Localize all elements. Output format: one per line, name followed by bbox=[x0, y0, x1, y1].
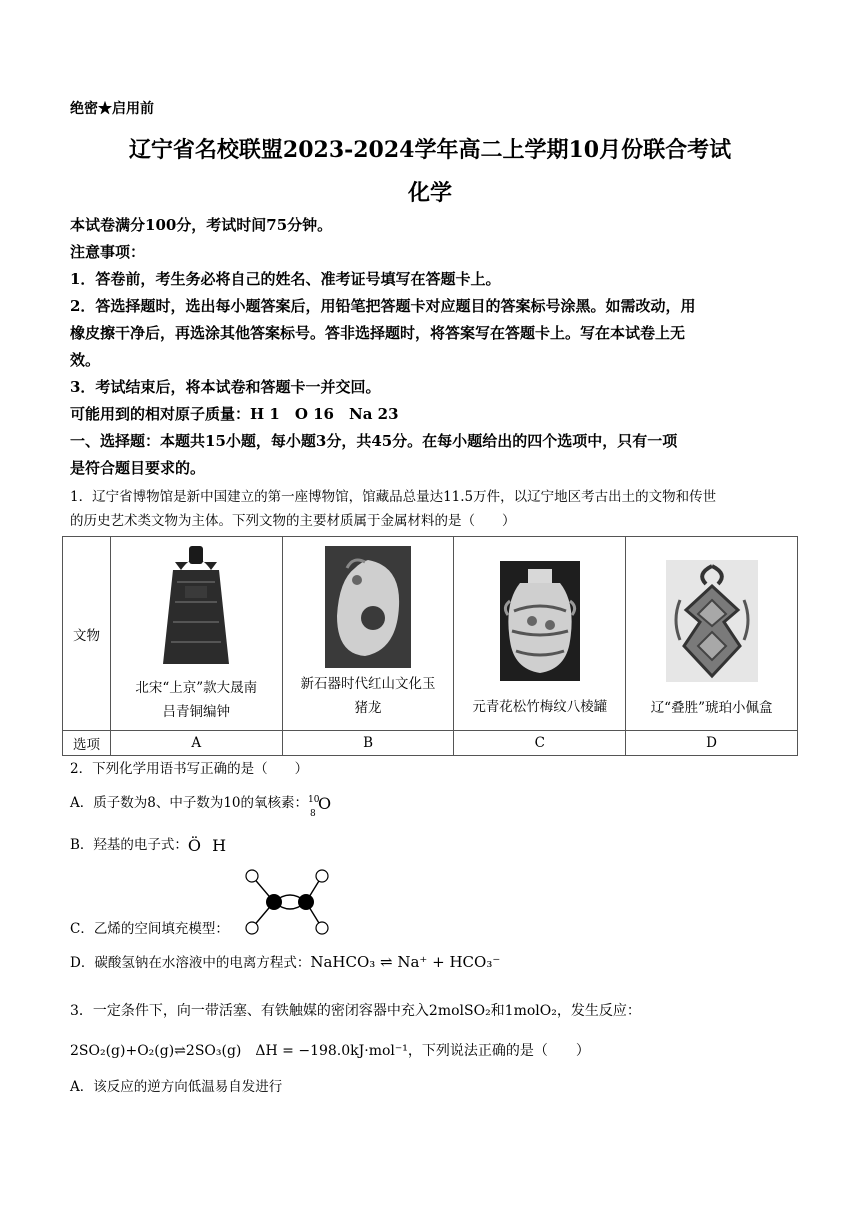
relic-a-caption-1: 北宋“上京”款大晟南 bbox=[135, 679, 258, 696]
ionization-equation: NaHCO₃ ⇌ Na⁺ + HCO₃⁻ bbox=[310, 953, 501, 971]
q3-option-a: A．该反应的逆方向低温易自发进行 bbox=[70, 1079, 283, 1095]
amber-box-icon bbox=[666, 560, 758, 682]
relic-b-caption-2: 猪龙 bbox=[354, 699, 382, 716]
oxygen-nuclide bbox=[308, 793, 332, 819]
nuclide-mass-number: 10 bbox=[308, 794, 320, 805]
q2-option-c: C．乙烯的空间填充模型： bbox=[70, 921, 229, 937]
relic-d-caption-1: 辽“叠胜”琥珀小佩盒 bbox=[650, 699, 773, 716]
row-label-relic: 文物 bbox=[63, 537, 111, 731]
q2-a-text: A．质子数为8、中子数为10的氧核素： bbox=[70, 795, 309, 811]
q1-stem-line1: 1．辽宁省博物馆是新中国建立的第一座博物馆，馆藏品总量达11.5万件，以辽宁地区考古出土的文物和传世 bbox=[70, 489, 717, 505]
exam-title: 辽宁省名校联盟2023-2024学年高二上学期10月份联合考试 bbox=[128, 137, 732, 163]
option-d: D bbox=[626, 731, 798, 756]
q3-stem: 3．一定条件下，向一带活塞、有铁触媒的密闭容器中充入2molSO₂和1molO₂，发生反应： bbox=[70, 1003, 641, 1019]
relics-table bbox=[62, 536, 798, 756]
relic-a-caption-2: 吕青铜编钟 bbox=[162, 703, 231, 720]
relic-a-cell bbox=[110, 537, 282, 731]
option-b: B bbox=[282, 731, 454, 756]
relic-c-caption-1: 元青花松竹梅纹八棱罐 bbox=[472, 698, 608, 715]
blue-white-jar-icon bbox=[500, 561, 580, 681]
relic-d-cell bbox=[626, 537, 798, 731]
q2-stem: 2．下列化学用语书写正确的是（ ） bbox=[70, 761, 309, 777]
note-2a: 2．答选择题时，选出每小题答案后，用铅笔把答题卡对应题目的答案标号涂黑。如需改动，用 bbox=[70, 297, 696, 315]
relic-b-caption-1: 新石器时代红山文化玉 bbox=[300, 675, 436, 692]
note-2c: 效。 bbox=[70, 351, 101, 369]
note-3: 3．考试结束后，将本试卷和答题卡一并交回。 bbox=[70, 378, 381, 396]
score-time-note: 本试卷满分100分，考试时间75分钟。 bbox=[70, 216, 333, 234]
nuclide-symbol: O bbox=[318, 793, 332, 813]
atomic-masses: 可能用到的相对原子质量：H 1 O 16 Na 23 bbox=[70, 405, 399, 423]
relic-c-cell bbox=[454, 537, 626, 731]
ethylene-model-icon bbox=[238, 866, 336, 938]
note-2b: 橡皮擦干净后，再选涂其他答案标号。答非选择题时，将答案写在答题卡上。写在本试卷上无 bbox=[70, 324, 686, 342]
note-1: 1．答卷前，考生务必将自己的姓名、准考证号填写在答题卡上。 bbox=[70, 270, 501, 288]
confidential-mark: 绝密★启用前 bbox=[70, 101, 154, 117]
option-c: C bbox=[454, 731, 626, 756]
section-one-heading-cont: 是符合题目要求的。 bbox=[70, 459, 206, 477]
row-label-option: 选项 bbox=[63, 731, 111, 756]
notes-heading: 注意事项： bbox=[70, 243, 146, 261]
nuclide-atomic-number: 8 bbox=[310, 808, 316, 819]
q3-equation: 2SO₂(g)+O₂(g)⇌2SO₃(g) ΔH = −198.0kJ·mol⁻¹，下列说法正确的是（ ） bbox=[70, 1043, 590, 1059]
q2-b-text: B．羟基的电子式： bbox=[70, 837, 188, 853]
relic-b-cell bbox=[282, 537, 454, 731]
option-a: A bbox=[110, 731, 282, 756]
hydroxyl-electron-formula: Ö H bbox=[187, 836, 230, 855]
q2-d-text: D．碳酸氢钠在水溶液中的电离方程式： bbox=[70, 955, 311, 971]
bronze-bell-icon bbox=[151, 542, 241, 672]
subject-title: 化学 bbox=[407, 180, 452, 206]
jade-pig-dragon-icon bbox=[325, 546, 411, 668]
section-one-heading: 一、选择题：本题共15小题，每小题3分，共45分。在每小题给出的四个选项中，只有一项 bbox=[70, 432, 678, 450]
q2-option-b bbox=[70, 834, 229, 857]
q1-stem-line2: 的历史艺术类文物为主体。下列文物的主要材质属于金属材料的是（ ） bbox=[70, 513, 516, 529]
q2-option-a bbox=[70, 792, 332, 819]
q2-option-d bbox=[70, 951, 500, 974]
